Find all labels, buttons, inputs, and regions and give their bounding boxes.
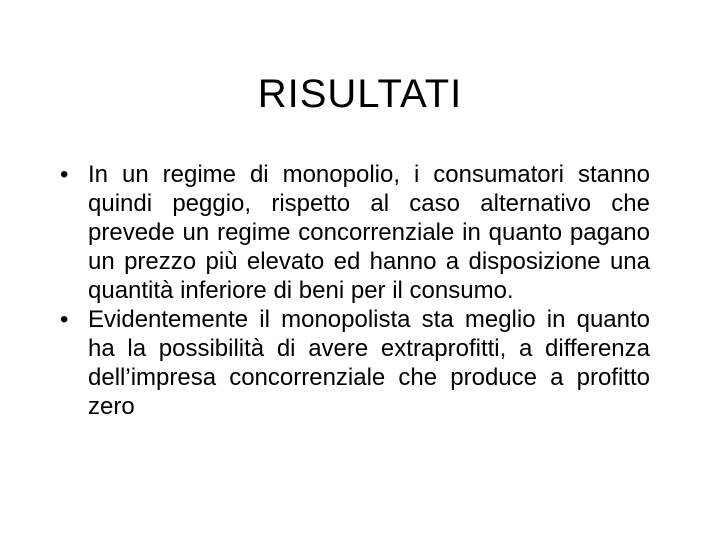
bullet-text: Evidentemente il monopolista sta meglio in quanto ha la possibilità di avere extraprofitti, a differenza dell’impresa concorrenziale che produce a profitto zero	[88, 306, 650, 420]
bullet-item	[58, 160, 650, 305]
bullet-text: In un regime di monopolio, i consumatori stanno quindi peggio, rispetto al caso alternativo che prevede un regime concorrenziale in quanto pagano un prezzo più elevato ed hanno a disposizione una quantità inferiore di beni per il consumo.	[88, 161, 650, 304]
bullet-marker: •	[60, 161, 69, 188]
bullet-item	[58, 305, 650, 421]
bullet-marker: •	[60, 306, 69, 333]
bullet-list	[58, 160, 650, 421]
slide-title: RISULTATI	[257, 72, 463, 116]
